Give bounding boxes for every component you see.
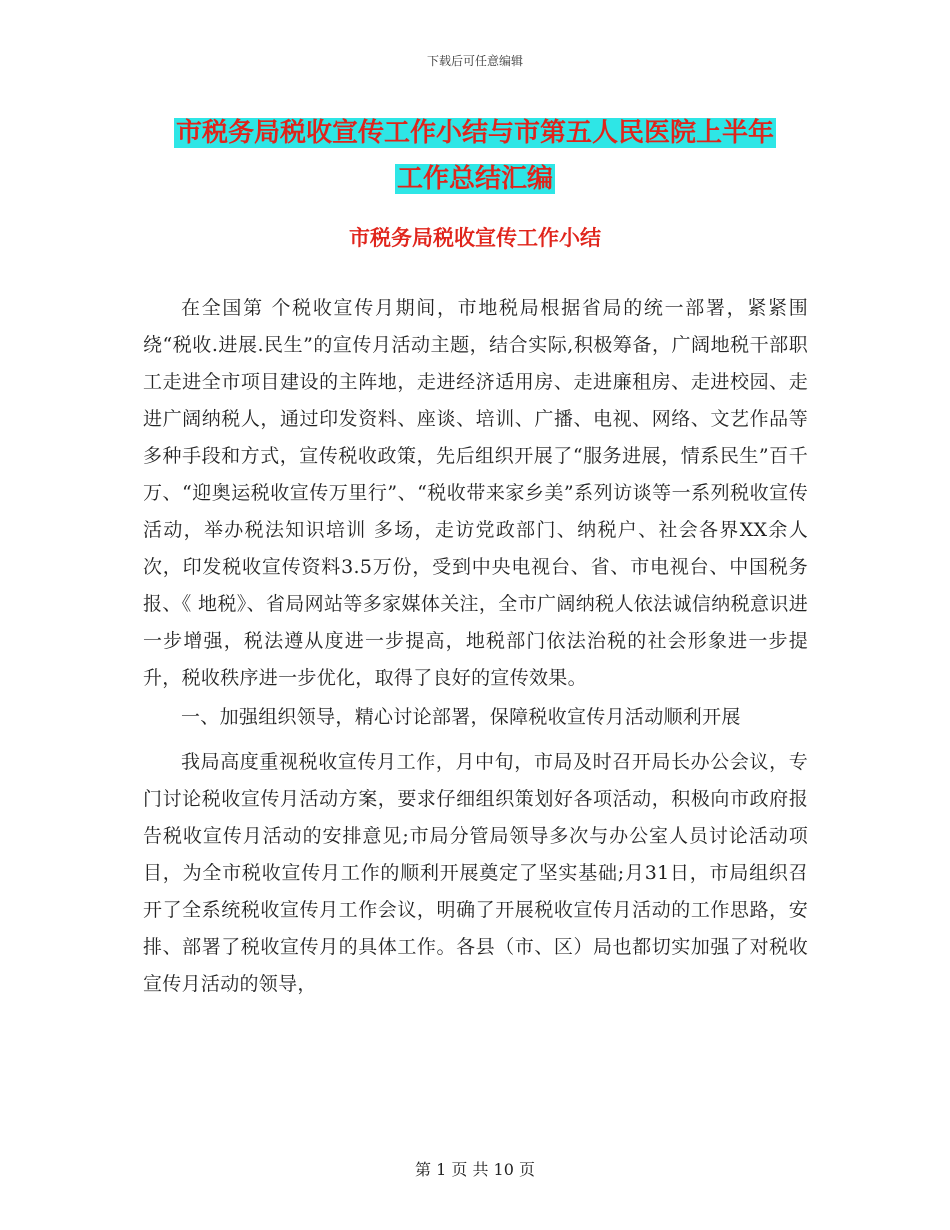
document-title [0,110,950,202]
title-line-2: 工作总结汇编 [396,164,553,194]
paragraph-body-1: 我局高度重视税收宣传月工作，月中旬，市局及时召开局长办公会议，专门讨论税收宣传月活动方案，要求仔细组织策划好各项活动，积极向市政府报告税收宣传月活动的安排意见;市局分管局领导多次与办公室人员讨论活动项目，为全市税收宣传月工作的顺利开展奠定了坚实基础;月31日，市局组织召开了全系统税收宣传月工作会议，明确了开展税收宣传月活动的工作思路，安排、部署了税收宣传月的具体工作。各县（市、区）局也都切实加强了对税收宣传月活动的领导， [143,751,808,995]
paragraph-heading-1: 一、加强组织领导，精心讨论部署，保障税收宣传月活动顺利开展 [181,706,741,728]
page-footer: 第 1 页 共 10 页 [415,1160,535,1179]
header-note: 下载后可任意编辑 [426,54,523,68]
paragraph-intro: 在全国第 个税收宣传月期间，市地税局根据省局的统一部署，紧紧围绕“税收.进展.民生”的宣传月活动主题，结合实际,积极筹备，广阔地税干部职工走进全市项目建设的主阵地，走进经济适用房、走进廉租房、走进校园、走进广阔纳税人，通过印发资料、座谈、培训、广播、电视、网络、文艺作品等多种手段和方式，宣传税收政策，先后组织开展了“服务进展，情系民生”百千万、“迎奥运税收宣传万里行”、“税收带来家乡美”系列访谈等一系列税收宣传活动，举办税法知识培训 多场，走访党政部门、纳税户、社会各界XX余人次，印发税收宣传资料3.5万份，受到中央电视台、省、市电视台、中国税务报、《 地税》、省局网站等多家媒体关注，全市广阔纳税人依法诚信纳税意识进一步增强，税法遵从度进一步提高，地税部门依法治税的社会形象进一步提升，税收秩序进一步优化，取得了良好的宣传效果。 [143,297,808,689]
document-body [143,290,808,1003]
section-title: 市税务局税收宣传工作小结 [349,225,601,250]
title-line-1: 市税务局税收宣传工作小结与市第五人民医院上半年 [175,118,774,148]
